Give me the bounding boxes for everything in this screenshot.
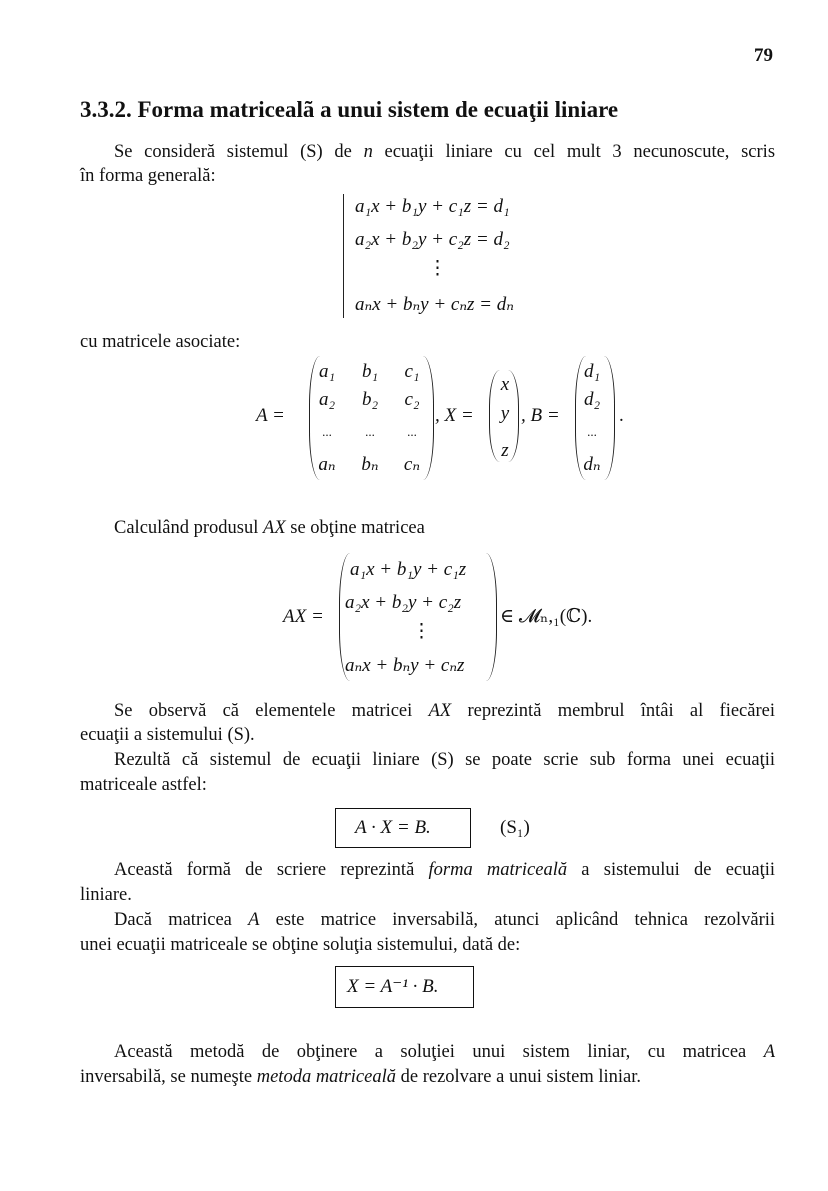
- text: Se consideră sistemul (S) de: [114, 142, 364, 162]
- text: este matrice inversabilă, atunci aplicând tehnica rezolvării: [259, 910, 776, 930]
- matrix-cell: bₙ: [361, 454, 379, 475]
- matrix-cell: z: [501, 440, 509, 461]
- vdots: ⋮: [412, 621, 431, 642]
- text: Se observă că elementele matricei: [114, 701, 429, 721]
- text: Această metodă de obţinere a soluţiei unui sistem liniar, cu matricea: [114, 1042, 764, 1062]
- membership: ∈ 𝓜ₙ,₁(ℂ).: [500, 606, 593, 627]
- ax-row: a₁x + b₁y + c₁z: [350, 559, 467, 580]
- matrix-cell: c₂: [404, 389, 420, 410]
- matrix-cell: ...: [365, 424, 375, 439]
- ax-row: aₙx + bₙy + cₙz: [345, 655, 465, 676]
- matrix-cell: x: [500, 374, 510, 395]
- matrix-a-label: A =: [256, 405, 285, 426]
- text: reprezintă membrul întâi al fiecărei: [451, 701, 775, 721]
- matrix-cell: ...: [322, 424, 332, 439]
- matrix-cell: a₁: [318, 361, 336, 382]
- text-italic: A: [763, 1042, 775, 1062]
- paragraph-line: [114, 140, 775, 164]
- equation-row: a₂x + b₂y + c₂z = d₂: [355, 229, 510, 250]
- equation-row: aₙx + bₙy + cₙz = dₙ: [355, 294, 514, 315]
- right-paren: [486, 553, 497, 681]
- paragraph-line: liniare.: [80, 885, 132, 905]
- equation-tag: (S₁): [500, 817, 530, 838]
- text-italic: AX: [263, 518, 286, 538]
- text-italic: A: [248, 910, 260, 930]
- paragraph-line: [80, 1065, 641, 1089]
- paragraph-line: în forma generală:: [80, 166, 216, 186]
- matrix-cell: b₁: [361, 361, 379, 382]
- matrix-cell: y: [500, 403, 510, 424]
- matrix-cell: d₁: [583, 361, 601, 382]
- text-italic: metoda matriceală: [256, 1067, 396, 1087]
- system-brace: [343, 194, 352, 318]
- matrix-cell: d₂: [583, 389, 601, 410]
- paragraph-line: [114, 858, 775, 882]
- text: de rezolvare a unui sistem liniar.: [395, 1067, 642, 1087]
- text: a sistemului de ecuaţii: [567, 860, 775, 880]
- period: .: [619, 405, 624, 426]
- matrix-cell: cₙ: [403, 454, 421, 475]
- matrix-cell: b₂: [361, 389, 379, 410]
- matrix-cell: a₂: [318, 389, 336, 410]
- paragraph-line: ecuaţii a sistemului (S).: [80, 725, 255, 745]
- matrix-b-label: , B =: [521, 405, 560, 426]
- text: ecuaţii liniare cu cel mult 3 necunoscute, scris: [372, 142, 776, 162]
- text: Această formă de scriere reprezintă: [114, 860, 429, 880]
- matrix-cell: dₙ: [583, 454, 601, 475]
- vdots: ⋮: [428, 258, 447, 279]
- text: inversabilă, se numeşte: [80, 1067, 257, 1087]
- paragraph-line: matriceale astfel:: [80, 775, 207, 795]
- paragraph-line: Rezultă că sistemul de ecuaţii liniare (S) se poate scrie sub forma unei ecuaţii: [114, 750, 775, 770]
- paragraph-line: [114, 908, 775, 932]
- matrix-cell: c₁: [404, 361, 420, 382]
- paragraph-line: [114, 1040, 775, 1064]
- text: Calculând produsul: [114, 518, 264, 538]
- text-italic: n: [363, 142, 373, 162]
- formula: X = A⁻¹ · B.: [347, 976, 439, 997]
- ax-row: a₂x + b₂y + c₂z: [345, 592, 462, 613]
- equation-row: a₁x + b₁y + c₁z = d₁: [355, 196, 510, 217]
- page-number: 79: [754, 45, 773, 66]
- paragraph-line: [114, 516, 425, 540]
- matrix-x-label: , X =: [435, 405, 474, 426]
- text-italic: AX: [428, 701, 452, 721]
- text: Dacă matricea: [114, 910, 249, 930]
- matrix-cell: ...: [587, 424, 597, 439]
- text: se obţine matricea: [285, 518, 425, 538]
- section-heading: 3.3.2. Forma matricealã a unui sistem de ecuaţii liniare: [80, 97, 619, 122]
- paragraph-line: unei ecuaţii matriceale se obţine soluţia sistemului, dată de:: [80, 935, 521, 955]
- paragraph-line: cu matricele asociate:: [80, 332, 241, 352]
- text-italic: forma matriceală: [428, 860, 568, 880]
- paragraph-line: [114, 699, 775, 723]
- matrix-cell: aₙ: [318, 454, 336, 475]
- ax-label: AX =: [283, 606, 324, 627]
- formula: A · X = B.: [355, 817, 431, 838]
- matrix-cell: ...: [407, 424, 417, 439]
